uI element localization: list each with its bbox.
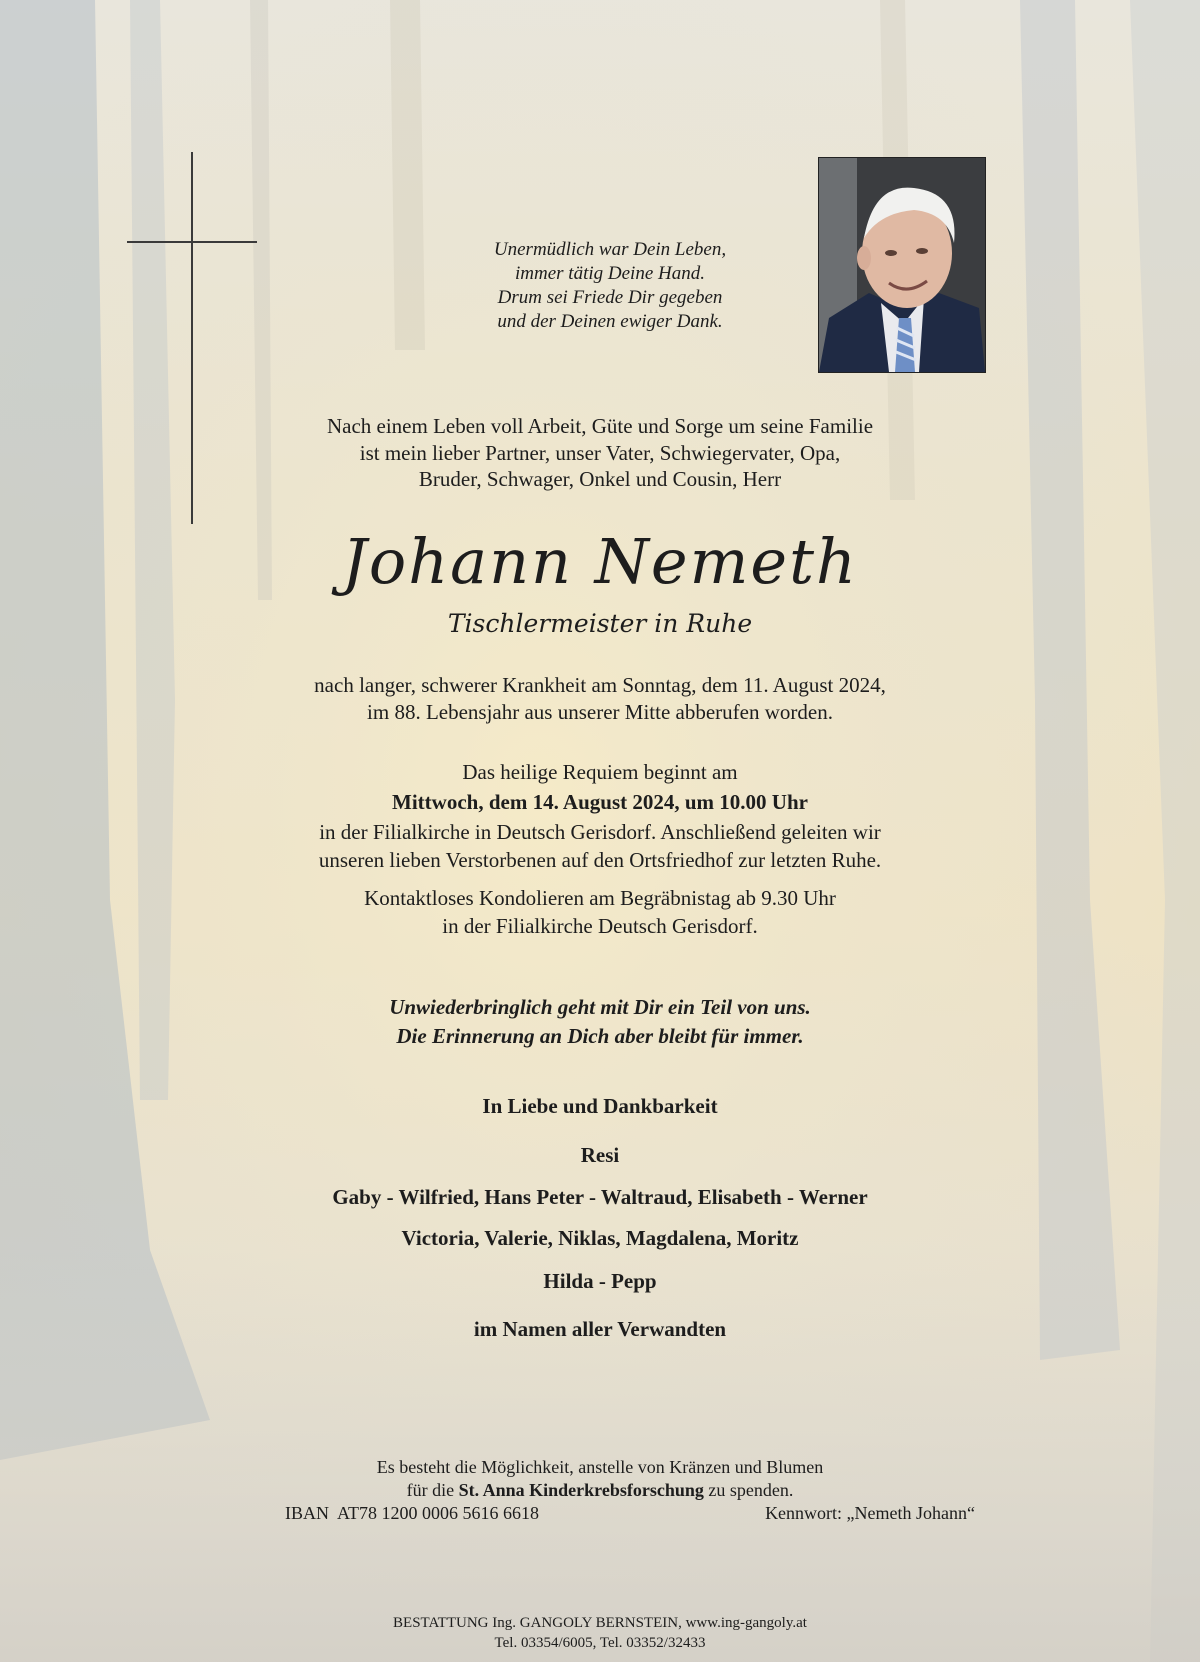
donation-charity: St. Anna Kinderkrebsforschung [458,1480,704,1500]
donation-line [0,1479,1200,1502]
mourners-heading: In Liebe und Dankbarkeit [482,1094,718,1118]
deceased-name: Johann Nemeth [342,525,858,598]
poem-line: immer tätig Deine Hand. [515,263,705,284]
death-notice [0,672,1200,725]
requiem-location-line: unseren lieben Verstorbenen auf den Ortsfriedhof zur letzten Ruhe. [318,848,882,872]
condolence-line: Kontaktloses Kondolieren am Begräbnistag ab 9.30 Uhr [364,886,836,910]
death-line: im 88. Lebensjahr aus unserer Mitte abberufen worden. [367,699,833,724]
cross-horizontal-bar [127,241,257,243]
intro-line: Nach einem Leben voll Arbeit, Güte und Sorge um seine Familie [326,414,874,438]
mourner-line: Hilda - Pepp [543,1269,657,1293]
donation-text: zu spenden. [703,1480,794,1500]
condolence-line: in der Filialkirche Deutsch Gerisdorf. [442,914,758,938]
requiem-location-line: in der Filialkirche in Deutsch Gerisdorf. Anschließend geleiten wir [319,820,881,844]
mourner-line: Resi [580,1143,620,1167]
funeral-home-footer [0,1613,1200,1653]
poem-line: Unermüdlich war Dein Leben, [493,239,727,260]
donation-text: für die [406,1480,459,1500]
quote-line: Unwiederbringlich geht mit Dir ein Teil von uns. [389,995,811,1019]
donation-line: Es besteht die Möglichkeit, anstelle von Kränzen und Blumen [376,1457,824,1477]
mourner-line: Victoria, Valerie, Niklas, Magdalena, Moritz [401,1226,799,1250]
footer-line: Tel. 03354/6005, Tel. 03352/32433 [494,1635,706,1651]
death-line: nach langer, schwerer Krankheit am Sonntag, dem 11. August 2024, [314,673,886,697]
requiem-intro: Das heilige Requiem beginnt am [462,760,738,784]
footer-line: BESTATTUNG Ing. GANGOLY BERNSTEIN, www.ing-gangoly.at [393,1615,807,1631]
donation-kennwort: Kennwort: „Nemeth Johann“ [765,1503,975,1523]
memorial-poem [400,238,820,334]
condolence-info [0,884,1200,940]
donation-notice [0,1456,1200,1502]
portrait-photo [818,157,986,373]
mourner-line: Gaby - Wilfried, Hans Peter - Waltraud, Elisabeth - Werner [332,1185,868,1209]
quote-line: Die Erinnerung an Dich aber bleibt für immer. [396,1024,804,1048]
poem-line: und der Deinen ewiger Dank. [497,311,723,332]
deceased-title: Tischlermeister in Ruhe [447,609,753,638]
donation-iban: IBAN AT78 1200 0006 5616 6618 [285,1503,540,1523]
intro-text [0,413,1200,493]
requiem-location [0,818,1200,874]
intro-line: ist mein lieber Partner, unser Vater, Schwiegervater, Opa, [359,440,841,465]
mourners-closing: im Namen aller Verwandten [473,1317,727,1341]
intro-line: Bruder, Schwager, Onkel und Cousin, Herr [418,467,782,491]
poem-line: Drum sei Friede Dir gegeben [497,287,723,308]
memorial-quote [0,993,1200,1051]
requiem-date: Mittwoch, dem 14. August 2024, um 10.00 Uhr [392,790,808,814]
